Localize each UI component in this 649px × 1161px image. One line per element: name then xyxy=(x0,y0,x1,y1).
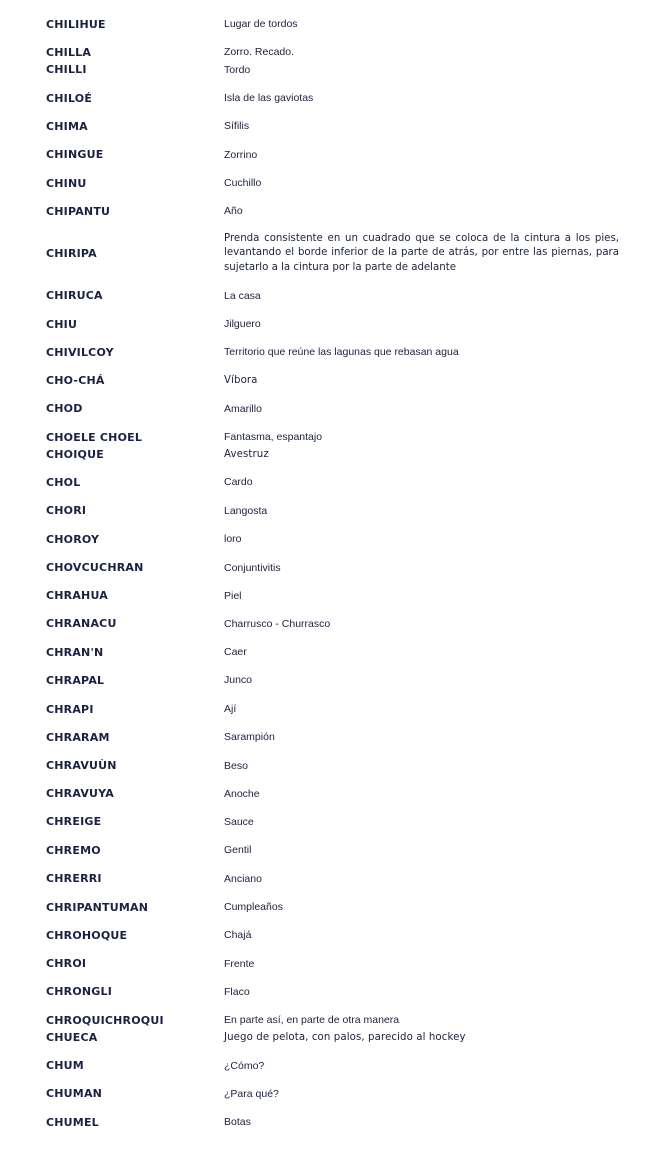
entry-term: CHILIHUE xyxy=(46,18,106,31)
entry-term: CHRAPI xyxy=(46,703,94,716)
entry-term: CHROQUICHROQUI xyxy=(46,1014,164,1027)
entry-definition: Zorro. Recado. xyxy=(224,46,295,58)
entry-term: CHREMO xyxy=(46,844,101,857)
entry-definition: Botas xyxy=(224,1116,251,1128)
entry-term: CHRAVUÙN xyxy=(46,759,117,772)
entry-term: CHRONGLI xyxy=(46,985,113,998)
entry-definition: Cumpleaños xyxy=(224,901,283,913)
entry-term: CHREIGE xyxy=(46,815,102,828)
entry-definition: ¿Cómo? xyxy=(224,1060,265,1072)
entry-term: CHROHOQUE xyxy=(46,929,128,942)
entry-definition: Flaco xyxy=(224,986,250,998)
entry-definition: Isla de las gaviotas xyxy=(224,92,314,104)
entry-term: CHIRIPA xyxy=(46,247,97,260)
entry-term: CHUMAN xyxy=(46,1087,103,1100)
entry-term: CHIPANTU xyxy=(46,205,111,218)
entry-definition: La casa xyxy=(224,290,261,302)
entry-term: CHILLI xyxy=(46,63,87,76)
entry-term: CHIVILCOY xyxy=(46,346,114,359)
entry-definition: Conjuntivitis xyxy=(224,562,281,574)
entry-definition: Ají xyxy=(224,703,237,715)
entry-term: CHOD xyxy=(46,402,83,415)
entry-definition: Frente xyxy=(224,958,255,970)
entry-term: CHRAN'N xyxy=(46,646,104,659)
entry-term: CHINGUE xyxy=(46,148,104,161)
entry-definition: Zorrino xyxy=(224,149,258,161)
entry-definition: Anciano xyxy=(224,873,262,885)
entry-term: CHROI xyxy=(46,957,87,970)
entry-definition: Piel xyxy=(224,590,242,602)
entry-term: CHRARAM xyxy=(46,731,110,744)
entry-term: CHOROY xyxy=(46,533,100,546)
entry-term: CHUECA xyxy=(46,1031,98,1044)
entry-term: CHRAHUA xyxy=(46,589,108,602)
entry-term: CHIU xyxy=(46,318,78,331)
entry-term: CHILLA xyxy=(46,46,92,59)
entry-term: CHRANACU xyxy=(46,617,117,630)
entry-definition: Amarillo xyxy=(224,403,262,415)
entry-term: CHOL xyxy=(46,476,81,489)
entry-definition: Langosta xyxy=(224,505,268,517)
entry-term: CHRIPANTUMAN xyxy=(46,901,149,914)
entry-definition: Tordo xyxy=(224,64,251,76)
entry-term: CHOIQUE xyxy=(46,448,104,461)
entry-definition: Avestruz xyxy=(224,449,269,460)
entry-term: CHUM xyxy=(46,1059,84,1072)
entry-term: CHO-CHÁ xyxy=(46,374,105,387)
entry-definition: Víbora xyxy=(224,375,258,386)
entry-term: CHRERRI xyxy=(46,872,102,885)
entry-definition: Año xyxy=(224,205,243,217)
entry-definition: Cuchillo xyxy=(224,177,262,189)
entry-definition: Territorio que reúne las lagunas que rebasan agua xyxy=(224,346,459,358)
entry-term: CHRAVUYA xyxy=(46,787,114,800)
entry-definition: Sarampión xyxy=(224,731,275,743)
entry-term: CHINU xyxy=(46,177,87,190)
entry-term: CHILOÉ xyxy=(46,92,93,105)
entry-definition: ¿Para qué? xyxy=(224,1088,279,1100)
entry-definition: Charrusco - Churrasco xyxy=(224,618,331,630)
entry-definition: Junco xyxy=(224,674,253,686)
entry-definition: loro xyxy=(224,533,242,545)
entry-definition: Juego de pelota, con palos, parecido al hockey xyxy=(224,1032,466,1043)
entry-term: CHIMA xyxy=(46,120,88,133)
entry-definition: Sauce xyxy=(224,816,254,828)
entry-definition: Caer xyxy=(224,646,247,658)
entry-definition: Cardo xyxy=(224,476,253,488)
entry-term: CHIRUCA xyxy=(46,289,103,302)
entry-term: CHRAPAL xyxy=(46,674,105,687)
entry-term: CHOELE CHOEL xyxy=(46,431,143,444)
entry-definition: Prenda consistente en un cuadrado que se coloca de la cintura a los pies, levantando el borde inferior de la parte de atrás, por entre las piernas, para sujetarlo a la cintura por la parte de adelante xyxy=(224,233,619,273)
entry-definition: Anoche xyxy=(224,788,260,800)
entry-definition: Sífilis xyxy=(224,120,250,132)
entry-definition: Fantasma, espantajo xyxy=(224,431,323,443)
entry-definition: Chajá xyxy=(224,929,252,941)
entry-term: CHORI xyxy=(46,504,87,517)
entry-term: CHUMEL xyxy=(46,1116,99,1129)
entry-definition: Gentil xyxy=(224,844,252,856)
entry-definition: En parte así, en parte de otra manera xyxy=(224,1014,400,1026)
entry-definition: Jilguero xyxy=(224,318,261,330)
entry-definition: Beso xyxy=(224,760,248,772)
entry-definition: Lugar de tordos xyxy=(224,18,298,30)
entry-term: CHOVCUCHRAN xyxy=(46,561,144,574)
